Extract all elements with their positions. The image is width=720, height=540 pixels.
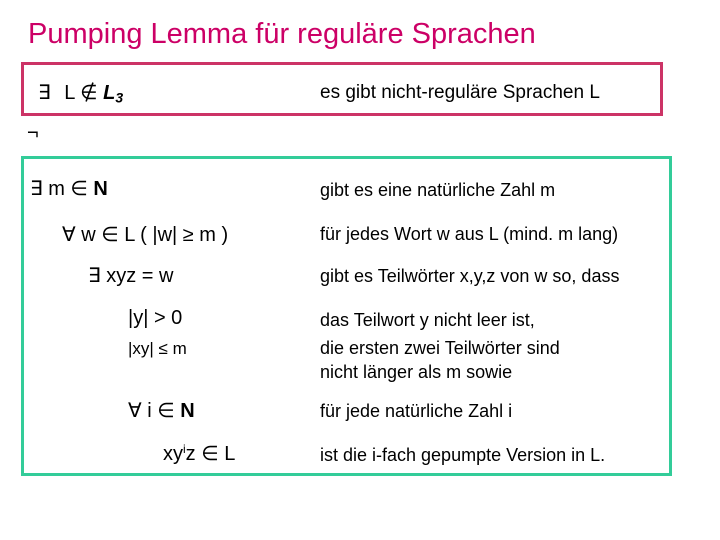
- text-row-2: für jedes Wort w aus L (mind. m lang): [320, 224, 619, 244]
- claim-text: es gibt nicht-reguläre Sprachen L: [320, 82, 600, 103]
- page-title: Pumping Lemma für reguläre Sprachen: [28, 18, 536, 50]
- text-row-1: gibt es eine natürliche Zahl m: [320, 180, 556, 200]
- text-row-6: nicht länger als m sowie: [320, 362, 513, 382]
- language-var: L: [64, 82, 75, 104]
- formula-exists-xyz: ∃ xyz = w: [88, 265, 174, 287]
- text-row-4: das Teilwort y nicht leer ist,: [320, 310, 535, 330]
- formula-forall-i: ∀ i ∈ N: [128, 400, 195, 422]
- class-L3: $L_3$: [103, 82, 124, 106]
- formula-exists-m: ∃ m ∈ N: [30, 178, 108, 200]
- negation-symbol: ¬: [27, 122, 39, 144]
- formula-xy-le-m: |xy| ≤ m: [128, 339, 187, 358]
- text-row-3: gibt es Teilwörter x,y,z von w so, dass: [320, 266, 620, 286]
- claim-formula: [38, 80, 123, 106]
- text-row-8: ist die i-fach gepumpte Version in L.: [320, 445, 606, 465]
- formula-y-nonempty: |y| > 0: [128, 307, 183, 329]
- formula-pumped-word: $xy^iz$ ∈ L: [163, 441, 236, 465]
- not-in-symbol: ∉: [80, 82, 98, 104]
- text-row-5: die ersten zwei Teilwörter sind: [320, 338, 560, 358]
- text-row-7: für jede natürliche Zahl i: [320, 401, 513, 421]
- formula-forall-w: ∀ w ∈ L ( |w| ≥ m ): [62, 224, 229, 246]
- exists-symbol: ∃: [38, 82, 51, 104]
